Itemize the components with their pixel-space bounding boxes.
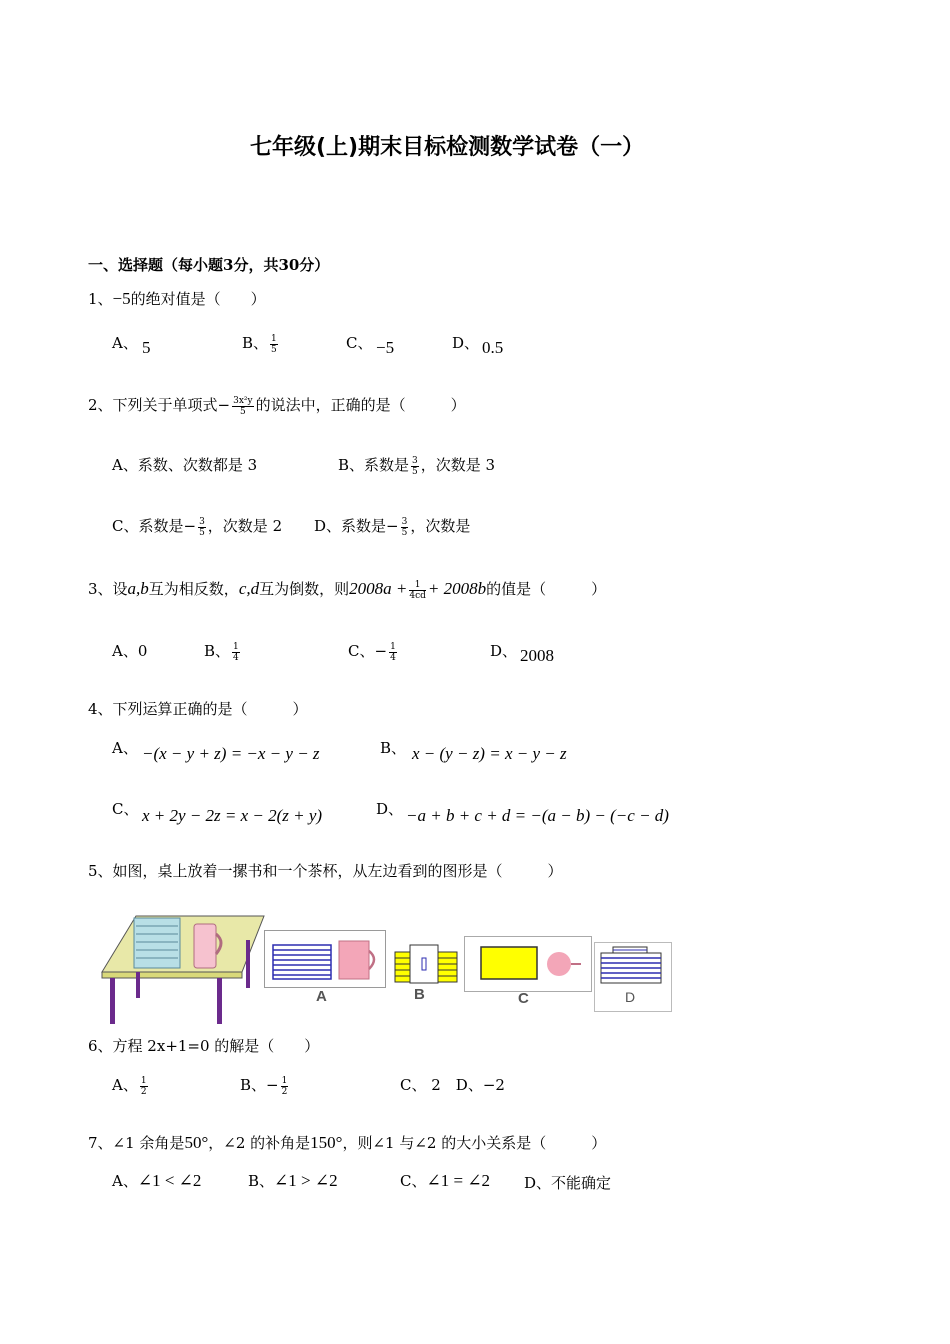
- books-and-cup-side-view-icon: [265, 931, 385, 987]
- q5-option-b-label: B: [414, 986, 425, 1003]
- q3-option-d: [490, 640, 517, 661]
- q1-option-d: [452, 332, 479, 353]
- minus-sign: −: [183, 517, 197, 535]
- denominator: 2: [140, 1086, 147, 1097]
- fraction: [232, 396, 254, 417]
- q1-option-c: [346, 332, 372, 353]
- q1-stem: 的绝对值是（ ）: [130, 290, 266, 308]
- option-label: D、: [452, 334, 480, 352]
- option-label: C、: [346, 334, 373, 352]
- numerator: 1: [233, 641, 239, 652]
- option-label: D、: [490, 642, 518, 660]
- question-5: 5、如图，桌上放着一摞书和一个茶杯，从左边看到的图形是（ ）: [88, 862, 563, 880]
- q1-option-a-value: 5: [142, 338, 151, 357]
- q7-angle-value: 150°: [310, 1133, 343, 1152]
- question-2: [88, 394, 466, 417]
- option-label: C、: [348, 642, 375, 660]
- q2-option-c: [112, 515, 282, 538]
- section-heading: 一、选择题（每小题3分，共30分）: [88, 256, 330, 274]
- option-label: C、: [400, 1172, 427, 1190]
- minus-sign: −: [266, 1076, 279, 1094]
- minus-sign: −: [374, 642, 388, 660]
- option-text: ，次数是 2: [207, 517, 283, 535]
- q5-option-c-label: C: [518, 990, 529, 1007]
- q4-option-d-expr: −a + b + c + d = −(a − b) − (−c − d): [406, 806, 669, 825]
- q3-stem-pre: 3、设: [88, 580, 128, 598]
- numerator: 1: [409, 580, 426, 591]
- q5-option-a-label: A: [316, 988, 327, 1005]
- minus-sign: −: [217, 396, 231, 414]
- top-view-icon: [465, 937, 591, 991]
- numerator: 3: [401, 516, 408, 527]
- question-3: [88, 578, 606, 601]
- q3-stem-mid: 互为相反数，: [148, 580, 239, 598]
- fraction: [198, 517, 206, 538]
- option-label: B、: [204, 642, 231, 660]
- denominator: 5: [401, 527, 408, 538]
- numerator: 1: [390, 641, 396, 652]
- q3-stem-mid: 互为倒数，则: [259, 580, 350, 598]
- q4-option-a-label: A、: [112, 739, 138, 757]
- books-front-view-icon: [595, 943, 671, 987]
- question-6: 6、方程 2x+1=0 的解是（ ）: [88, 1037, 320, 1055]
- book-stack-icon: [134, 918, 180, 968]
- fraction: [281, 1076, 289, 1097]
- minus-sign: −: [386, 517, 399, 535]
- option-label: A、: [112, 1076, 138, 1094]
- fraction: [270, 334, 278, 355]
- q7-stem-mid: ，∠2 的补角是: [208, 1134, 311, 1152]
- fraction: [389, 642, 397, 663]
- q2-option-a: A、系数、次数都是 3: [112, 456, 258, 474]
- fraction: [401, 517, 409, 538]
- q7-option-c: [400, 1170, 490, 1191]
- numerator: 3x²y: [233, 395, 253, 406]
- q3-stem-post: 的值是（ ）: [486, 580, 607, 598]
- denominator: 5: [412, 466, 418, 477]
- denominator: 5: [271, 344, 277, 355]
- page-title: 七年级(上)期末目标检测数学试卷（一）: [250, 135, 645, 160]
- denominator: 2: [281, 1086, 288, 1097]
- q3-option-a: A、0: [112, 642, 148, 660]
- q6-option-b: [240, 1074, 290, 1097]
- q7-stem-pre: 7、∠1 余角是: [88, 1134, 185, 1152]
- option-text: C、系数是: [112, 517, 184, 535]
- option-label: B、: [240, 1076, 267, 1094]
- option-label: B、: [242, 334, 269, 352]
- q7-option-d: D、不能确定: [524, 1174, 612, 1192]
- q3-option-d-value: 2008: [520, 646, 554, 665]
- q7-angle-value: 50°: [184, 1133, 209, 1152]
- option-text: D、系数是: [314, 517, 387, 535]
- q2-option-b: [338, 454, 495, 477]
- q1-option-a: [112, 332, 138, 353]
- fraction: [409, 580, 426, 601]
- q3-expr: 2008a +: [349, 579, 408, 598]
- option-expr: ∠1 = ∠2: [426, 1171, 491, 1190]
- q1-option-d-value: 0.5: [482, 338, 504, 357]
- q4-option-c-label: C、: [112, 800, 139, 818]
- q3-var-ab: a,b: [127, 579, 149, 598]
- option-label: B、: [248, 1172, 275, 1190]
- q3-option-b: [204, 640, 242, 663]
- numerator: 1: [140, 1075, 147, 1086]
- q3-var-cd: c,d: [238, 579, 260, 598]
- option-expr: ∠1 < ∠2: [137, 1171, 202, 1190]
- option-label: A、: [112, 334, 138, 352]
- q7-option-a: [112, 1170, 201, 1191]
- denominator: 5: [240, 406, 246, 417]
- numerator: 3: [412, 455, 418, 466]
- q3-option-c: [348, 640, 399, 663]
- table-with-books-and-cup-figure: [96, 910, 268, 1028]
- q2-stem-pre: 2、下列关于单项式: [88, 396, 218, 414]
- q7-stem-post: ，则∠1 与∠2 的大小关系是（ ）: [342, 1134, 607, 1152]
- q1-math: −5: [112, 289, 131, 308]
- denominator: 4cd: [409, 590, 426, 601]
- numerator: 3: [199, 516, 205, 527]
- q3-expr: + 2008b: [427, 579, 487, 598]
- q5-option-c-figure: [464, 936, 592, 992]
- q1-option-c-value: −5: [376, 338, 395, 357]
- fraction: [140, 1076, 148, 1097]
- fraction: [232, 642, 240, 663]
- option-text: B、系数是: [338, 456, 410, 474]
- option-text: ，次数是 3: [420, 456, 496, 474]
- q4-option-a-expr: −(x − y + z) = −x − y − z: [142, 744, 320, 763]
- q6-option-a: [112, 1074, 150, 1097]
- fraction: [411, 456, 419, 477]
- q1-number: 1、: [88, 290, 113, 308]
- q4-option-b-expr: x − (y − z) = x − y − z: [412, 744, 567, 763]
- q2-stem-post: 的说法中，正确的是（ ）: [255, 396, 466, 414]
- question-4: 4、下列运算正确的是（ ）: [88, 700, 308, 718]
- q7-option-b: [248, 1170, 338, 1191]
- q2-option-d: [314, 515, 470, 538]
- q1-option-b: [242, 332, 280, 355]
- numerator: 1: [271, 333, 277, 344]
- q5-option-b-figure: [394, 944, 458, 984]
- q4-option-c-expr: x + 2y − 2z = x − 2(z + y): [142, 806, 323, 825]
- denominator: 4: [390, 652, 396, 663]
- denominator: 4: [233, 652, 239, 663]
- q4-option-b-label: B、: [380, 739, 407, 757]
- question-7: [88, 1132, 606, 1153]
- numerator: 1: [281, 1075, 288, 1086]
- q5-option-d-figure: [594, 942, 672, 1012]
- q5-option-a-figure: [264, 930, 386, 988]
- option-label: A、: [112, 1172, 138, 1190]
- q4-option-d-label: D、: [376, 800, 404, 818]
- q6-option-cd: C、 2 D、−2: [400, 1076, 505, 1094]
- question-1: [88, 288, 266, 309]
- option-text: ，次数是: [410, 517, 471, 535]
- denominator: 5: [199, 527, 205, 538]
- option-expr: ∠1 > ∠2: [274, 1171, 338, 1190]
- q5-option-d-label: D: [625, 989, 636, 1005]
